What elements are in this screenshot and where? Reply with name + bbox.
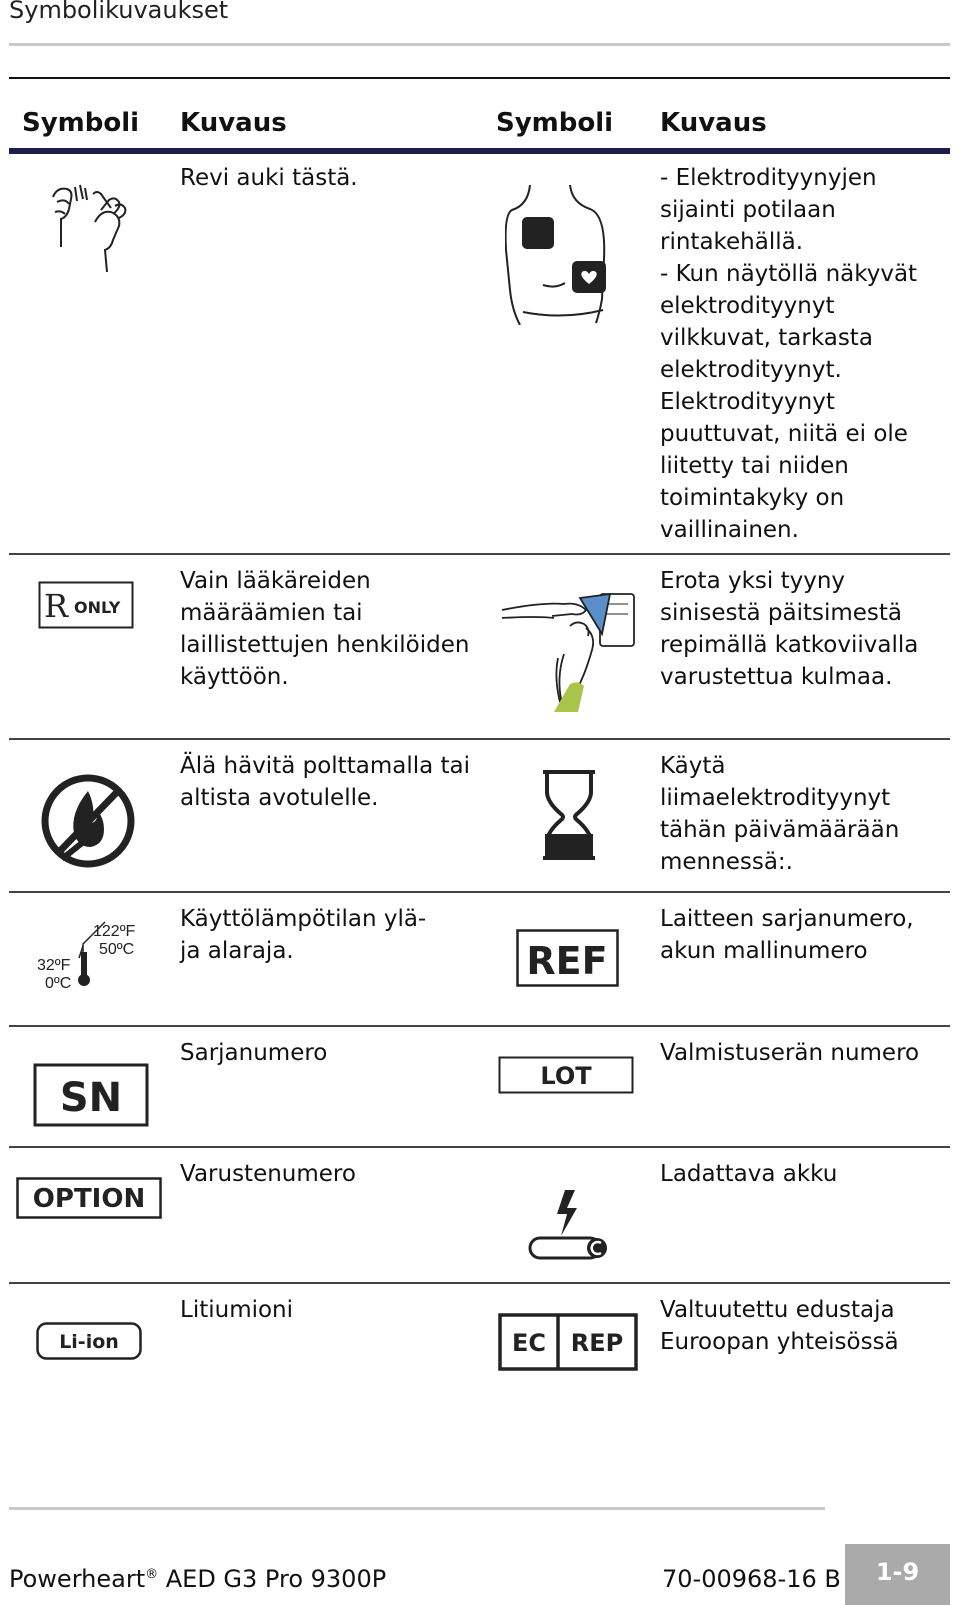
row-divider [9, 553, 950, 555]
header-rule [9, 148, 950, 154]
sn-label: SN [59, 1075, 123, 1121]
row-divider [9, 891, 950, 893]
ref-icon [516, 929, 619, 991]
desc-lot: Valmistuserän numero [660, 1040, 920, 1066]
row-divider [9, 1146, 950, 1148]
desc-ref: Laitteen sarjanumero, akun mallinumero [660, 906, 914, 964]
temperature-limit-icon [35, 918, 147, 994]
table-top-rule [9, 77, 950, 79]
lot-icon [498, 1056, 634, 1098]
rx-symbol: R [44, 587, 69, 625]
page-number: 1-9 [845, 1544, 950, 1605]
lower-f-label: 32ºF [37, 957, 71, 974]
section-title: Symbolikuvaukset [9, 0, 229, 24]
row-divider [9, 1282, 950, 1284]
desc-peel-pad: Erota yksi tyyny sinisestä päitsimestä repimällä katkoviivalla varustettua kulmaa. [660, 568, 919, 690]
row-divider [9, 738, 950, 740]
only-label: ONLY [74, 598, 121, 617]
ec-rep-icon [498, 1313, 638, 1375]
lower-c-label: 0ºC [45, 975, 72, 990]
desc-hourglass: Käytä liimaelektrodityynyt tähän päivämäärään mennessä:. [660, 753, 900, 875]
desc-tear-open: Revi auki tästä. [180, 165, 358, 191]
tear-open-icon [45, 182, 140, 281]
option-label: OPTION [32, 1184, 146, 1214]
header-desc-left: Kuvaus [180, 108, 287, 138]
electrode-placement-icon [505, 180, 615, 329]
ref-label: REF [526, 939, 608, 983]
ec-label: EC [511, 1329, 547, 1357]
footer-product-rest: AED G3 Pro 9300P [158, 1565, 387, 1593]
upper-c-label: 50ºC [99, 941, 135, 958]
registered-mark: ® [145, 1567, 159, 1582]
desc-sn: Sarjanumero [180, 1040, 328, 1066]
li-ion-icon [36, 1322, 142, 1364]
desc-li-ion: Litiumioni [180, 1297, 294, 1323]
desc-no-fire: Älä hävitä polttamalla tai altista avotulelle. [180, 753, 471, 811]
header-symbol-left: Symboli [22, 108, 140, 138]
header-symbol-right: Symboli [496, 108, 614, 138]
option-icon [16, 1177, 162, 1223]
footer-product [9, 1565, 386, 1593]
row-divider [9, 1025, 950, 1027]
sn-icon [33, 1063, 149, 1131]
desc-rx-only: Vain lääkäreiden määräämien tai laillistettujen henkilöiden käyttöön. [180, 568, 470, 690]
desc-ec-rep: Valtuutettu edustaja Euroopan yhteisössä [660, 1297, 899, 1355]
rx-only-icon [38, 581, 134, 633]
header-desc-right: Kuvaus [660, 108, 767, 138]
no-fire-icon [40, 773, 136, 873]
desc-temperature-limit: Käyttölämpötilan ylä- ja alaraja. [180, 906, 427, 964]
desc-electrode-placement: - Elektrodityynyjen sijainti potilaan rintakehällä. - Kun näytöllä näkyvät elektrodityynyt vilkkuvat, tarkasta elektrodityynyt. Elektrodityynyt puuttuvat, niitä ei ole liitetty tai niiden toimintakyky on vaillinainen. [660, 165, 918, 543]
lot-label: LOT [540, 1062, 592, 1090]
desc-option: Varustenumero [180, 1161, 356, 1187]
footer-doc-code: 70-00968-16 B [662, 1565, 841, 1593]
hourglass-icon [541, 770, 597, 864]
li-ion-label: Li-ion [59, 1331, 119, 1353]
footer-rule [9, 1507, 825, 1510]
footer-product-name: Powerheart [9, 1565, 146, 1593]
peel-pad-icon [500, 588, 638, 717]
desc-rechargeable-battery: Ladattava akku [660, 1161, 838, 1187]
rep-label: REP [570, 1329, 624, 1357]
rechargeable-battery-icon [527, 1188, 609, 1266]
title-divider [9, 43, 950, 46]
upper-f-label: 122ºF [93, 923, 136, 940]
